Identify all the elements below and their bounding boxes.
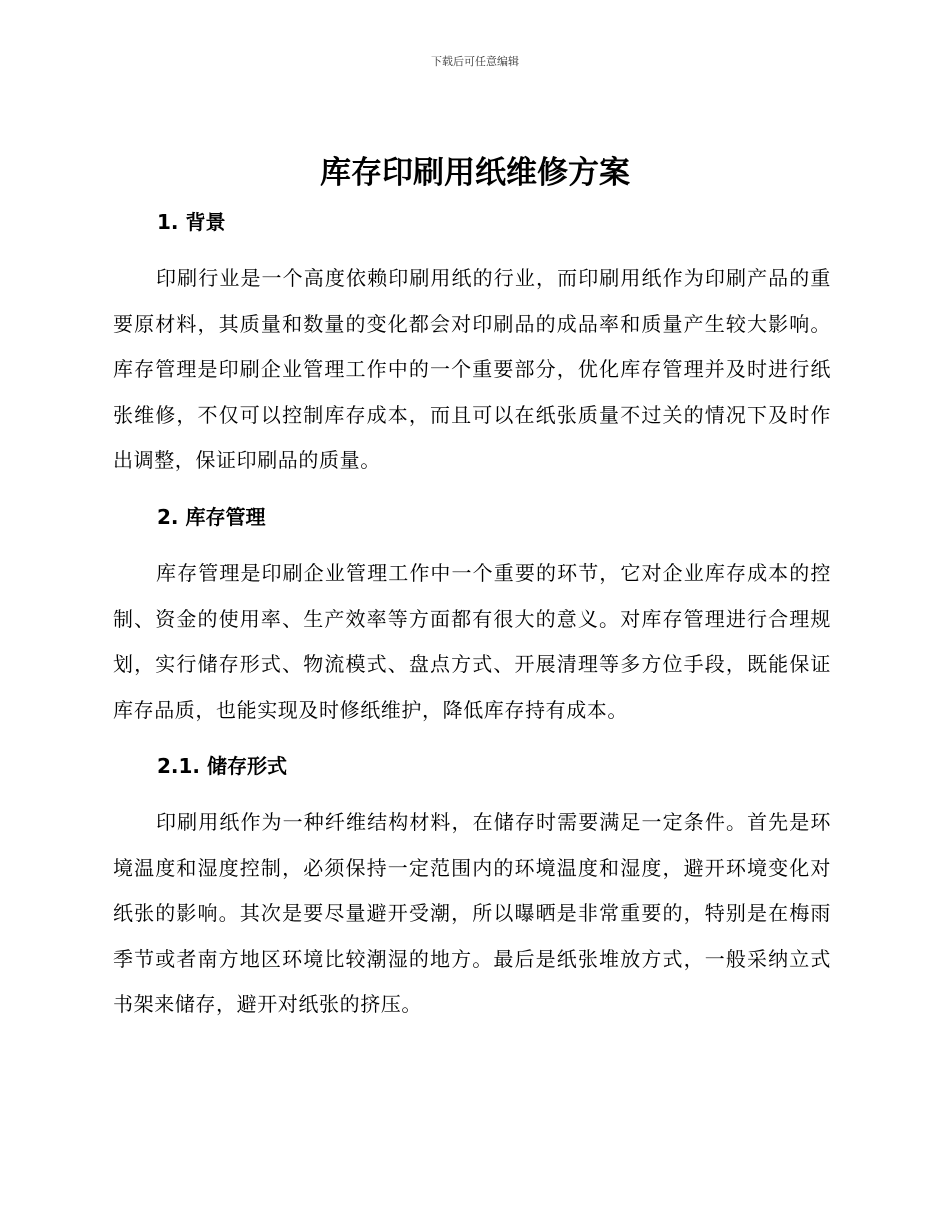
section-heading-inventory-management: 2. 库存管理	[157, 505, 266, 529]
header-note: 下载后可任意编辑	[431, 55, 519, 68]
section-heading-storage-form: 2.1. 储存形式	[157, 754, 287, 778]
document-title: 库存印刷用纸维修方案	[320, 155, 630, 191]
section-paragraph-inventory-management: 库存管理是印刷企业管理工作中一个重要的环节，它对企业库存成本的控制、资金的使用率、生产效率等方面都有很大的意义。对库存管理进行合理规划，实行储存形式、物流模式、盘点方式、开展清理等多方位手段，既能保证库存品质，也能实现及时修纸维护，降低库存持有成本。	[113, 561, 831, 722]
section-paragraph-background: 印刷行业是一个高度依赖印刷用纸的行业，而印刷用纸作为印刷产品的重要原材料，其质量和数量的变化都会对印刷品的成品率和质量产生较大影响。库存管理是印刷企业管理工作中的一个重要部分，优化库存管理并及时进行纸张维修，不仅可以控制库存成本，而且可以在纸张质量不过关的情况下及时作出调整，保证印刷品的质量。	[113, 266, 831, 472]
section-paragraph-storage-form: 印刷用纸作为一种纤维结构材料，在储存时需要满足一定条件。首先是环境温度和湿度控制，必须保持一定范围内的环境温度和湿度，避开环境变化对纸张的影响。其次是要尽量避开受潮，所以曝晒是非常重要的，特别是在梅雨季节或者南方地区环境比较潮湿的地方。最后是纸张堆放方式，一般采纳立式书架来储存，避开对纸张的挤压。	[113, 810, 831, 1016]
section-heading-background: 1. 背景	[157, 210, 226, 234]
